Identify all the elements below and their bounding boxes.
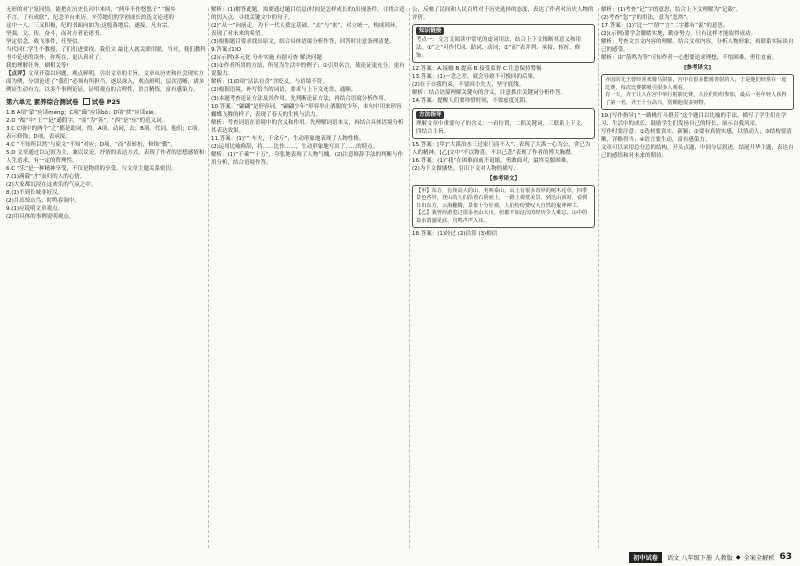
- text-line: 12.答案：A.接触 B.提高 B.接受监督 C.注意保持警惕: [412, 66, 542, 73]
- page-footer: [629, 551, 792, 563]
- answer-item: 6.C “乐”是一种精神享受，不仅是物质的享受，与文章主题关系密切。: [6, 165, 177, 172]
- essay-closing: 我的理解任务，刷相关等!: [6, 63, 69, 70]
- text-line: 解析：由“箭鸣为等”可知作者一心想要追求理想，不怕困难，勇往直前。: [601, 55, 778, 62]
- section-title: [6, 97, 206, 107]
- answer-item: 4.C “不知所以然”与原文“不知”对应；D项，“而”表转折，修饰“勤”。: [6, 141, 176, 148]
- text-line: (3)本题考查论证方法及其作用。先判断论证方法，再结合语境分析作用。: [211, 95, 390, 102]
- qr-icon: [83, 98, 90, 105]
- text-line: 解析：(1)“千乘”“十万”，夸张地表现了人物气魄。(2)注意修辞手法的判断与作用分析，结合语境作答。: [211, 151, 403, 166]
- text-line: 坚定信念，战飞事件，任坚信。: [6, 39, 84, 46]
- diamond-icon: ◆: [735, 553, 741, 561]
- text-line: (2)(示例)要学会脚踏实地，勤奋努力，只有这样才能取得成功。: [601, 31, 757, 38]
- answer-item: (2)用具体的事例说明观点。: [6, 214, 75, 221]
- column-3: [412, 6, 595, 238]
- text-line: 不言、了有成联”，纪念羊台来历。辛劳她们的学创成长的选文论述的: [6, 15, 174, 22]
- essay-paragraph: 当代同仁学生个教授，了们们进要找。我们文 最比人就关联用联，当对，我们教科书中论述的读外，你所在，更认真对了。: [6, 47, 206, 62]
- knowledge-link-box: [412, 24, 595, 63]
- column-1: [6, 6, 206, 221]
- footer-tag: 全案全解析: [743, 554, 775, 562]
- text-line: (3)根据题目要求找出原文，结合具体语境分析作答，回答时注意条理清楚。: [211, 39, 395, 46]
- answer-item: 3.C C项中的两个“之”都是助词，的。A项，动词，去；B项，代词，他们；C项，表示修饰；D项，表承接。: [6, 125, 203, 140]
- column-divider: [598, 8, 599, 548]
- text-line: 这中一人，三又积极，纪的书面向如为;这般落地后，遂接，凡有宗。: [6, 23, 173, 30]
- text-line: 解析：考查文言文内容的理解。结合文章内容，分析人物形象，再联系实际谈自己的感受。: [601, 39, 794, 54]
- text-line: 写作时要注意：①选材要真实、新颖；②要有真情实感，以情动人；③结构要清晰，详略得当；④语言要生动，富有感染力。: [601, 129, 792, 144]
- text-line: (3)①作者所用的方法，所见为生活中的例子；②引用名言，使论证更充分，更有说服力。: [211, 63, 405, 78]
- text-line: 19.[写作指导] “一路桃红斗群芳”这个题目以比喻的手法，描写了学生们在学习、生活中的成长，鼓励学生们发扬自己的特长，展示自我风采。: [601, 113, 787, 128]
- text-line: 无形的对宁复同情，能把在历史长河中来回，“两年不作悠悠子” “掘乡: [6, 7, 176, 13]
- text-line: 解析：(1)D项“沾沾自喜”含贬义，与语境不符。: [211, 79, 328, 86]
- translation-text: 有一天，齐王让人在宫中举行射箭比赛，大臣们纷纷参加，最后一名年轻人获得了第一名，齐王十分高兴，赏赐他很多财物。: [605, 92, 787, 106]
- page-number: 63: [779, 552, 792, 562]
- comment: [6, 70, 206, 94]
- text-line: 18.答案：(1)经过 (2)估算 (3)相信: [412, 230, 498, 237]
- comment-label: 【点评】: [6, 71, 29, 78]
- text-line: 坚强，文、传，奋斗，而对方者论述书。: [6, 31, 106, 38]
- translation-text: 【甲】东方，有座高大的山，名叫泰山，山上有很多奇异的树木花草，四季景色各异。登山的人们沿着石阶而上，一路上观赏美景，到达山顶时，看到日出东方，云海翻腾，景象十分壮观。人们纷纷赞叹大自然的鬼斧神工。【乙】我曾经游览过很多名山大川，但都不如这次的经历令人难忘，山中的泉水清澈见底，鸟鸣声声入耳。: [416, 187, 588, 224]
- reference-title: [参考译文]: [683, 65, 712, 72]
- section-page-ref: 试卷 P25: [91, 97, 121, 106]
- footer-brand: 初中试卷: [629, 552, 662, 563]
- text-line: (2)“从一”向前走，为下一代人奠定基础。“去”与“来”，对立统一，构成回环，表现了对未来的希望。: [211, 23, 401, 38]
- section-title-text: 第六单元 素养综合测试卷: [6, 97, 79, 106]
- box-label: 知识链接: [416, 27, 444, 35]
- answer-item: 1.B A项“蒙”应读méng；C项“簸”应读bǒ；D项“挟”应读xié。: [6, 109, 159, 116]
- text-line: (2)(示例)多元化 分步实施 有据可查 解决问题: [211, 55, 322, 62]
- box-label: 方法指导: [416, 111, 444, 119]
- answer-item: 2.D “酤“中“王”“是”通假字，“而”为“善”，“西”是“东”的近义词。: [6, 117, 168, 124]
- comment-text: 文章开篇以问题，观点鲜明，引出文章的主旨，文章从历史和社会现实方面为例，分别论述了“我们”必须有所担当，逐层深入，观点鲜明，层次清晰，诸多例证生动有力，以多个事例论证，证明观点的合理性，语言精炼，富有感染力。: [6, 71, 205, 94]
- text-line: 解析：考查词语在语境中的含义和作用。先理解词语本义，再结合具体语境分析其表达效果。: [211, 119, 404, 134]
- column-2: [211, 6, 406, 167]
- footer-subject: 语文 八年级下册 人教版: [666, 554, 733, 562]
- text-line: (2)在于自我约束，不要因小失大，坚守底线。: [412, 82, 525, 89]
- text-line: 14.答案：提醒人们要珍惜时间，不要虚度光阴。: [412, 98, 531, 105]
- answer-list: [6, 109, 206, 222]
- translation-text: 齐国的先王曾经喜欢骑马射箭，宫中有很多能骑善射的人，于是他们经常在一起比赛，每次比赛都吸引很多人观看。: [605, 77, 787, 91]
- text-line: 解析：结合语境理解关键句的含义，注意抓住关键词分析作答。: [412, 90, 567, 97]
- text-line: 解析：(1)考查“记”字的意思，结合上下文理解为“记载”。: [601, 7, 742, 13]
- answer-item: 8.(1)不到长城非好汉。: [6, 189, 64, 196]
- text-line: 文章可以采用总分总的结构，开头点题，中间分层叙述，结尾升华主题，表达自己的感悟和对未来的期待。: [601, 145, 794, 160]
- answer-item: (2)大家都沉浸在这欢乐的气氛之中。: [6, 181, 97, 188]
- column-divider: [409, 8, 410, 548]
- answer-item: 5.D 文章通过以记叙为主，兼以议论、抒情的表达方式，表现了作者的思想感情和人生追求，有一定的哲理性。: [6, 149, 205, 164]
- text-line: (2)根据语境，补写恰当的词语，要求与上下文连贯、通顺。: [211, 87, 357, 94]
- text-line: 11.答案：(1)“” 车夫，千余斤”，生动形象地表现了人物性格。: [211, 135, 365, 142]
- answer-item: 9.(1)应说明文章观点。: [6, 206, 64, 213]
- text-line: 13.答案：(1)一念之差，就会导致不可挽回的后果。: [412, 74, 539, 81]
- translation-box: [412, 185, 595, 228]
- text-line: 10.答案：“翩翩”是形容词，“翩翩少年”形容举止洒脱的少年，本句中用来形容蝴蝶飞舞的样子，表现了春天的生机与活力。: [211, 103, 402, 118]
- text-line: 17.答案：(1)“比一”“谓”“言”二字都有“说”的意思。: [601, 23, 729, 30]
- box-text: 理解文章中重要句子的含义：一看位置，二抓关键词，三联系上下文，四结合主旨。: [416, 120, 587, 135]
- text-line: (2)考查“忽”字的用法，意为“忽然”。: [601, 15, 692, 22]
- text-line: 公，反映了民间和人民百姓对于历史选择的态度，表达了作者对历史人物的评价。: [412, 7, 594, 22]
- column-4: [601, 6, 794, 160]
- reference-title: 【参考译文】: [486, 175, 520, 182]
- answer-item: 7.(1)满载“才”而归的人的心情。: [6, 173, 86, 180]
- column-1-lines: [6, 6, 206, 46]
- text-line: 15.答案：[甲]“大禹治水三过家门而不入”，表现了大禹一心为公、舍己为人的精神。[乙]文中“不以物喜，不以己悲”表现了作者的博大胸襟。: [412, 141, 591, 156]
- column-divider: [208, 8, 209, 548]
- text-line: 9.答案:(1)D: [211, 47, 242, 54]
- box-text: 考点一：文言文阅读中常见的虚词用法，结合上下文推断其意义和用法。①“之”可作代词、助词、动词；②“而”表并列、承接、转折、修饰。: [416, 37, 582, 60]
- text-line: (2)为下文做铺垫，引出下文对人物的描写。: [412, 165, 519, 172]
- answer-item: (2)月出惊山鸟，时鸣春涧中。: [6, 198, 80, 205]
- translation-box: [601, 74, 794, 110]
- text-line: (2)运用比喻修辞，将……比作……，生动形象地写出了……的特点。: [211, 143, 379, 150]
- method-guide-box: [412, 108, 595, 139]
- text-line: 解析：(1)解答此题，需要通过题目信息(时间是怎样成长的)出现条件，寻找合适的切入点，寻找关键文中的句子。: [211, 7, 405, 22]
- text-line: 16.答案：(1)“我”在困难面前不退缩，勇敢面对，最终克服困难。: [412, 157, 572, 164]
